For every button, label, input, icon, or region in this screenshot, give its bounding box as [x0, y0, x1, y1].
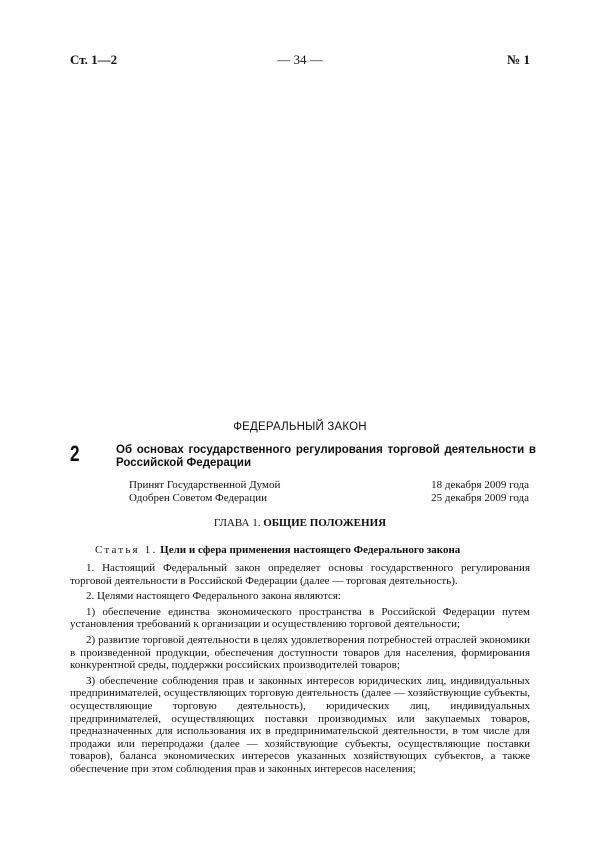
chapter-number: ГЛАВА 1. — [213, 517, 261, 529]
paragraph: 1. Настоящий Федеральный закон определяет основы государственного регулирования торговой деятельности в Российской Федерации (далее — торговая деятельность). — [70, 562, 530, 587]
article-heading — [95, 544, 535, 556]
paragraph: 1) обеспечение единства экономического пространства в Российской Федерации путем установления требований к организации и осуществлению торговой деятельности; — [70, 605, 530, 631]
issue-number: № 1 — [507, 52, 530, 67]
article-title: Цели и сфера применения настоящего Федерального закона — [160, 544, 461, 556]
page-number: — 34 — — [277, 52, 323, 67]
adoption-label: Принят Государственной Думой — [129, 479, 281, 491]
chapter-heading — [0, 517, 600, 529]
chapter-title: ОБЩИЕ ПОЛОЖЕНИЯ — [263, 517, 387, 529]
adoption-label: Одобрен Советом Федерации — [129, 492, 267, 504]
adoption-date: 25 декабря 2009 года — [431, 492, 529, 504]
article-range: Ст. 1—2 — [70, 52, 118, 67]
article-label: Статья 1. — [95, 544, 158, 556]
page-header — [70, 52, 530, 68]
article-body — [70, 562, 530, 779]
paragraph: 3) обеспечение соблюдения прав и законных интересов юридических лиц, индивидуальных предпринимателей, осуществляющих торговую деятельность (далее — хозяйствующие субъекты, осуществляющие торговую деятельность), юридических лиц, индивидуальных предпринимателей, осуществляющих поставки производимых или закупаемых товаров, предназначенных для использования их в предпринимательской деятельности, в том числе для продажи или перепродажи (далее — хозяйствующие субъекты, осуществляющие поставки товаров), баланса экономических интересов указанных хозяйствующих субъектов, а также обеспечение при этом соблюдения прав и законных интересов населения; — [70, 674, 530, 775]
law-type-heading: ФЕДЕРАЛЬНЫЙ ЗАКОН — [233, 421, 367, 433]
adoption-date: 18 декабря 2009 года — [431, 479, 529, 491]
paragraph: 2) развитие торговой деятельности в целях удовлетворения потребностей отраслей экономики в произведенной продукции, обеспечения доступности товаров для населения, формирования конкурентной среды, поддержки российских производителей товаров; — [70, 633, 530, 672]
law-title: Об основах государственного регулирования торговой деятельности в Российской Федерации — [116, 444, 536, 469]
document-number: 2 — [70, 441, 80, 466]
paragraph: 2. Целями настоящего Федерального закона являются: — [86, 590, 341, 603]
